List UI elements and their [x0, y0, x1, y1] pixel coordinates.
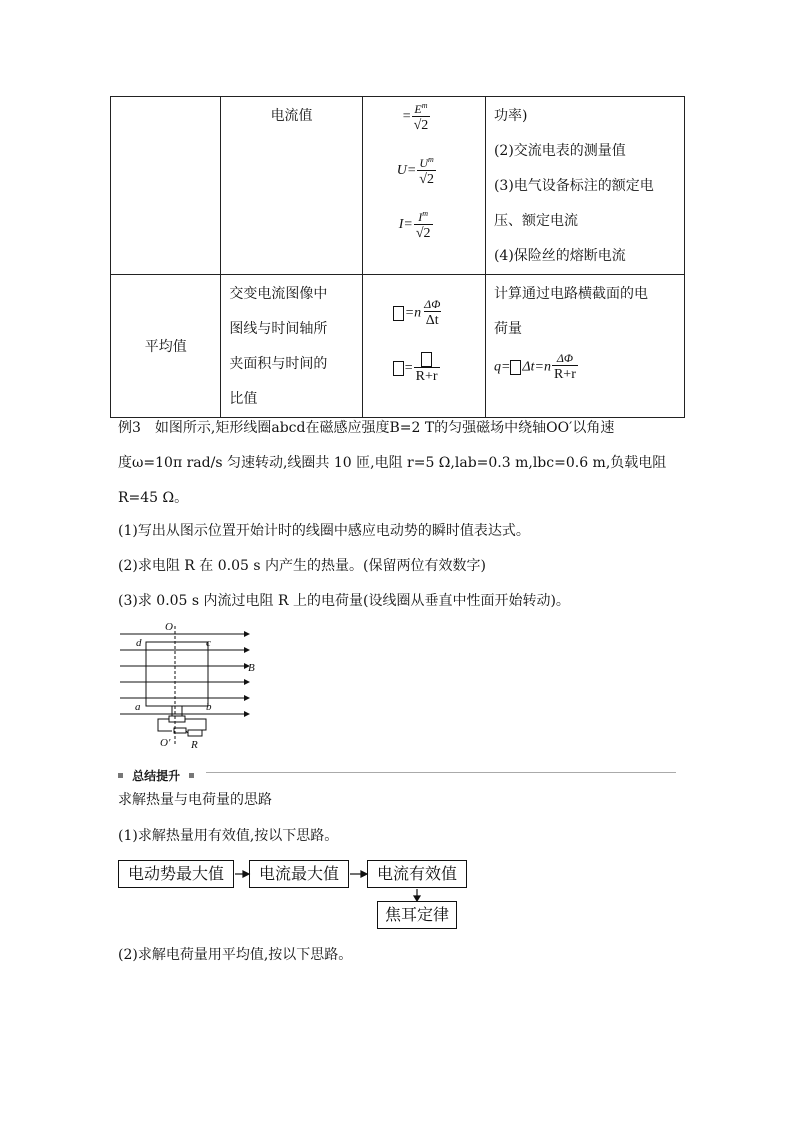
formula-cell [362, 97, 485, 275]
usage-cell [485, 275, 684, 418]
usage-line: (2)交流电表的测量值 [493, 143, 626, 159]
label-b: b [206, 701, 212, 713]
definition-line: 图线与时间轴所 [229, 321, 328, 337]
summary-intro: 求解热量与电荷量的思路 [118, 792, 272, 808]
definition-cell [221, 275, 362, 418]
table-row [111, 97, 685, 275]
average-formulas [363, 275, 485, 413]
label-d: d [136, 637, 142, 649]
formula-avg-e: =n $\frac{\Delta\Phi}{\Delta t}$ [393, 297, 444, 330]
usage-line: 计算通过电路横截面的电 [493, 286, 648, 302]
usage-line: 压、额定电流 [493, 213, 578, 229]
placeholder-box-icon [510, 360, 521, 375]
formula-e: = $\frac{E^m}{√2}$ [402, 101, 429, 133]
formula-u: U= $\frac{U^m}{√2}$ [396, 155, 434, 187]
summary-step-2: (2)求解电荷量用平均值,按以下思路。 [118, 947, 353, 963]
coil-figure [116, 620, 266, 752]
flow-box: 电流有效值 [367, 860, 467, 888]
row-label: 平均值 [144, 339, 187, 355]
definition-line: 夹面积与时间的 [229, 356, 328, 372]
label-c: c [206, 637, 211, 649]
formula-cell [362, 275, 485, 418]
definition-line: 比值 [229, 391, 258, 407]
row-label-cell [111, 97, 221, 275]
charge-formula: q= Δt=n $\frac{\Delta\Phi}{R+r}$ [493, 351, 576, 382]
effective-formulas [363, 97, 485, 269]
usage-line: (3)电气设备标注的额定电 [493, 178, 654, 194]
formula-i: I= $\frac{I^m}{√2}$ [398, 209, 431, 241]
label-r: R [191, 739, 198, 751]
usage-list [486, 97, 684, 274]
usage-cell [485, 97, 684, 275]
row-name-cell [221, 97, 362, 275]
summary-title: 总结提升 [132, 769, 181, 783]
square-bullet-icon [189, 773, 194, 778]
placeholder-box-icon [393, 306, 404, 321]
row-label-cell [111, 275, 221, 418]
usage-list [486, 275, 684, 347]
question-3: (3)求 0.05 s 内流过电阻 R 上的电荷量(设线圈从垂直中性面开始转动)。 [118, 593, 570, 609]
question-1: (1)写出从图示位置开始计时的线圈中感应电动势的瞬时值表达式。 [118, 523, 530, 539]
usage-line: (4)保险丝的熔断电流 [493, 248, 626, 264]
flow-box: 电动势最大值 [118, 860, 234, 888]
definition-text [221, 275, 361, 417]
flow-box: 电流最大值 [249, 860, 349, 888]
label-a: a [135, 701, 141, 713]
square-bullet-icon [118, 773, 123, 778]
question-2: (2)求电阻 R 在 0.05 s 内产生的热量。(保留两位有效数字) [118, 558, 486, 574]
flow-box: 焦耳定律 [377, 901, 457, 929]
label-o-top: O [165, 621, 173, 633]
table-row [111, 275, 685, 418]
usage-line: 荷量 [493, 321, 522, 337]
summary-step-1: (1)求解热量用有效值,按以下思路。 [118, 828, 339, 844]
label-o-bottom: O′ [160, 737, 171, 749]
formula-avg-i: = R+r [393, 351, 441, 386]
definition-line: 交变电流图像中 [229, 286, 328, 302]
placeholder-box-icon [393, 361, 404, 376]
summary-header [118, 765, 676, 783]
example-line: 度ω=10π rad/s 匀速转动,线圈共 10 匝,电阻 r=5 Ω,lab=0.3 m,lbc=0.6 m,负载电阻 [118, 455, 667, 471]
example-line: 例3 如图所示,矩形线圈abcd在磁感应强度B=2 T的匀强磁场中绕轴OO′以角速 [118, 420, 615, 436]
label-b-field: B [248, 662, 255, 674]
row-name: 电流值 [270, 108, 313, 124]
summary-divider [206, 772, 676, 773]
usage-line: 功率) [493, 108, 528, 124]
placeholder-box-icon [421, 352, 432, 367]
ac-values-table [110, 96, 685, 418]
example-line: R=45 Ω。 [118, 490, 189, 506]
